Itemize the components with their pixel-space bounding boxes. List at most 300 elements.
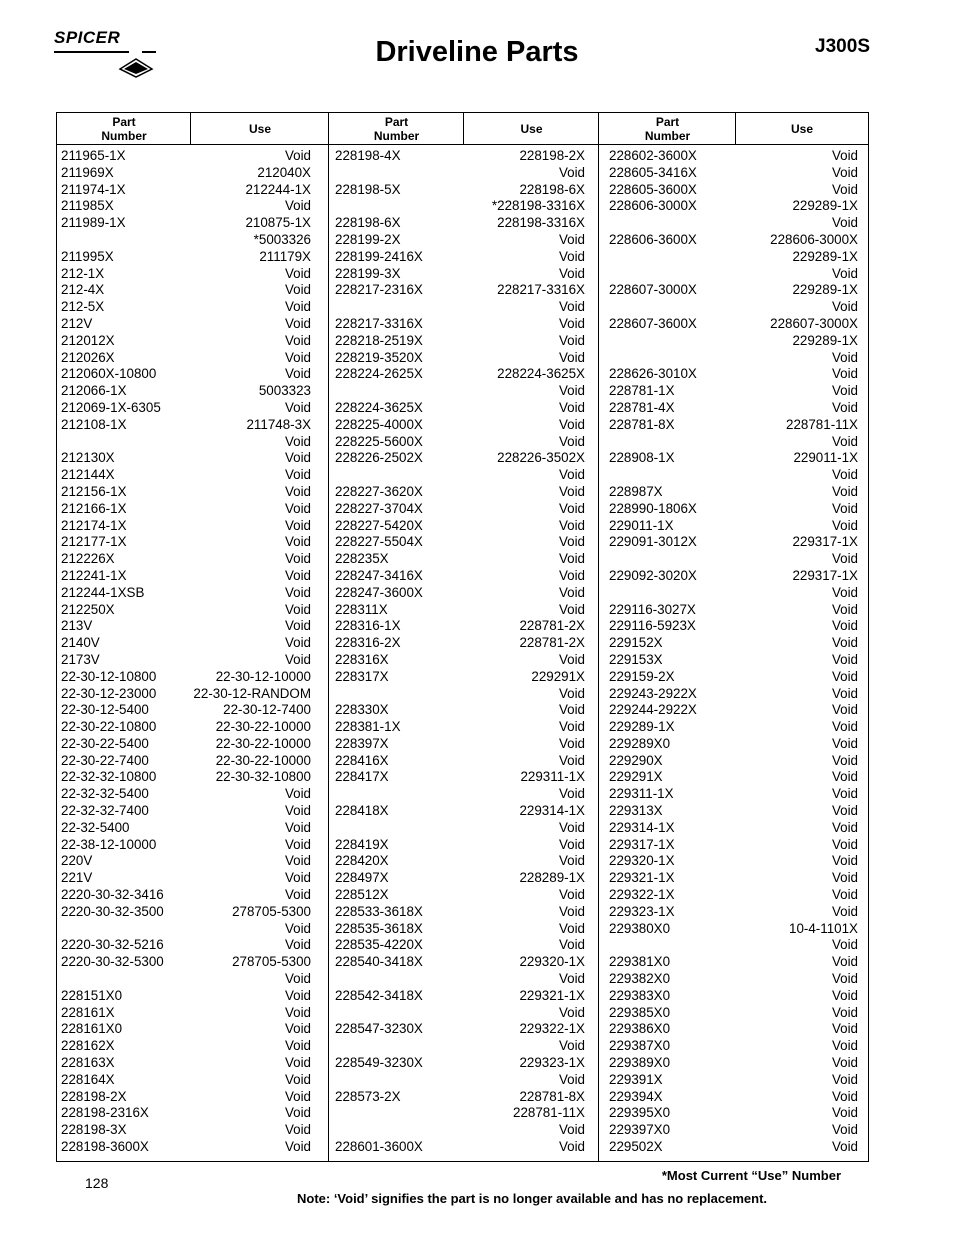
use-value: 212040X — [257, 164, 311, 180]
part-number: 228601-3600X — [335, 1139, 423, 1155]
use-value: Void — [284, 870, 311, 886]
void-note: Note: ‘Void’ signifies the part is no longer available and has no replacement. — [296, 1191, 768, 1206]
divider — [190, 113, 191, 145]
table-row — [61, 1005, 311, 1022]
table-row — [609, 417, 858, 434]
part-number: 229322-1X — [609, 887, 675, 903]
use-value: 22-30-12-10000 — [215, 668, 311, 684]
table-row — [609, 904, 858, 921]
part-number: 228235X — [335, 551, 389, 567]
table-row — [609, 769, 858, 786]
table-row — [335, 585, 585, 602]
table-row — [61, 518, 311, 535]
part-number: 228227-5504X — [335, 534, 423, 550]
table-row — [609, 954, 858, 971]
use-value: Void — [831, 752, 858, 768]
use-value: Void — [831, 887, 858, 903]
use-value: Void — [558, 483, 585, 499]
model-code: J300S — [815, 36, 870, 57]
part-number: 229391X — [609, 1071, 663, 1087]
table-row — [61, 467, 311, 484]
table-row — [61, 954, 311, 971]
table-row — [609, 1122, 858, 1139]
part-number: 228198-2X — [61, 1088, 127, 1104]
table-row — [61, 618, 311, 635]
table-row — [335, 1089, 585, 1106]
table-row — [609, 1055, 858, 1072]
part-number: 212250X — [61, 601, 115, 617]
use-value: 229317-1X — [792, 534, 858, 550]
table-row — [335, 1122, 585, 1139]
part-number: 229290X — [609, 752, 663, 768]
part-number: 228606-3600X — [609, 231, 697, 247]
use-value: Void — [831, 1055, 858, 1071]
part-number: 229092-3020X — [609, 567, 697, 583]
part-number: 229243-2922X — [609, 685, 697, 701]
header-use-2: Use — [464, 113, 599, 145]
part-number: 228535-4220X — [335, 937, 423, 953]
use-value: Void — [558, 315, 585, 331]
use-value: Void — [284, 500, 311, 516]
part-number: 228217-2316X — [335, 282, 423, 298]
part-number: 228161X0 — [61, 1021, 123, 1037]
use-value: Void — [831, 433, 858, 449]
use-value: Void — [831, 702, 858, 718]
part-number: 228381-1X — [335, 719, 401, 735]
table-row — [335, 602, 585, 619]
table-row — [335, 1005, 585, 1022]
use-value: Void — [558, 920, 585, 936]
use-value: Void — [284, 315, 311, 331]
part-number: 228163X — [61, 1055, 115, 1071]
part-number: 229380X0 — [609, 920, 671, 936]
use-value: Void — [831, 1088, 858, 1104]
table-row — [335, 853, 585, 870]
use-value: Void — [284, 601, 311, 617]
table-row — [609, 635, 858, 652]
part-number: 22-32-32-10800 — [61, 769, 157, 785]
table-row — [609, 870, 858, 887]
use-value: Void — [558, 752, 585, 768]
use-value: Void — [284, 349, 311, 365]
table-row — [61, 450, 311, 467]
use-value: Void — [558, 903, 585, 919]
table-row — [609, 669, 858, 686]
use-value: Void — [831, 954, 858, 970]
table-row — [61, 350, 311, 367]
part-number: 228162X — [61, 1038, 115, 1054]
use-value: Void — [284, 971, 311, 987]
table-row — [335, 333, 585, 350]
table-row — [335, 534, 585, 551]
table-row — [61, 585, 311, 602]
table-row — [335, 988, 585, 1005]
use-value: 5003323 — [258, 383, 311, 399]
part-number: 228606-3000X — [609, 198, 697, 214]
use-value: Void — [831, 803, 858, 819]
part-number: 228219-3520X — [335, 349, 423, 365]
part-number: 228151X0 — [61, 987, 123, 1003]
use-value: Void — [831, 215, 858, 231]
table-row — [609, 803, 858, 820]
use-value: Void — [831, 467, 858, 483]
part-number: 229313X — [609, 803, 663, 819]
use-value: Void — [284, 1038, 311, 1054]
part-number: 229386X0 — [609, 1021, 671, 1037]
table-row — [61, 551, 311, 568]
part-number: 229394X — [609, 1088, 663, 1104]
table-row — [609, 266, 858, 283]
use-value: 228289-1X — [519, 870, 585, 886]
table-row — [61, 753, 311, 770]
part-number: 228161X — [61, 1004, 115, 1020]
use-value: Void — [831, 366, 858, 382]
part-number: 228602-3600X — [609, 148, 697, 163]
table-row — [61, 853, 311, 870]
table-row — [335, 282, 585, 299]
part-number: 228416X — [335, 752, 389, 768]
part-number: 212177-1X — [61, 534, 127, 550]
table-row — [609, 282, 858, 299]
part-number: 228605-3600X — [609, 181, 697, 197]
use-value: Void — [831, 735, 858, 751]
part-number: 228605-3416X — [609, 164, 697, 180]
brand-name: SPICER — [54, 28, 121, 47]
part-number: 212108-1X — [61, 416, 127, 432]
use-value: *228198-3316X — [491, 198, 585, 214]
use-value: Void — [831, 1004, 858, 1020]
table-row — [61, 803, 311, 820]
header-part-number-2: Part Number — [329, 113, 464, 145]
use-value: Void — [831, 584, 858, 600]
table-row — [335, 299, 585, 316]
part-number: 228397X — [335, 735, 389, 751]
part-number: 2220-30-32-3416 — [61, 887, 164, 903]
table-row — [61, 602, 311, 619]
use-value: 22-30-12-RANDOM — [193, 685, 311, 701]
use-value: Void — [558, 836, 585, 852]
use-value: Void — [558, 467, 585, 483]
table-row — [609, 165, 858, 182]
table-row — [61, 299, 311, 316]
table-row — [609, 1089, 858, 1106]
part-number: 212V — [61, 315, 93, 331]
part-number: 228227-3620X — [335, 483, 423, 499]
part-number: 22-32-32-5400 — [61, 786, 149, 802]
part-number: 228540-3418X — [335, 954, 423, 970]
part-number: 229152X — [609, 635, 663, 651]
use-value: 229323-1X — [519, 1055, 585, 1071]
use-value: Void — [558, 735, 585, 751]
use-value: Void — [284, 1021, 311, 1037]
use-value: Void — [831, 1105, 858, 1121]
part-number: 22-38-12-10000 — [61, 836, 157, 852]
table-row — [335, 518, 585, 535]
use-value: Void — [831, 987, 858, 1003]
use-value: Void — [831, 1021, 858, 1037]
table-row — [609, 1038, 858, 1055]
part-number: 212241-1X — [61, 567, 127, 583]
use-value: Void — [558, 601, 585, 617]
table-row — [335, 383, 585, 400]
part-number: 228497X — [335, 870, 389, 886]
table-row — [61, 383, 311, 400]
use-value: 228198-2X — [519, 148, 585, 163]
use-value: Void — [284, 987, 311, 1003]
part-number: 220V — [61, 853, 93, 869]
table-row — [61, 1105, 311, 1122]
part-number: 228316-1X — [335, 618, 401, 634]
part-number: 229317-1X — [609, 836, 675, 852]
table-row — [335, 434, 585, 451]
table-row — [609, 753, 858, 770]
part-number: 228225-5600X — [335, 433, 423, 449]
use-value: 228781-2X — [519, 635, 585, 651]
header-use-3: Use — [736, 113, 868, 145]
table-row — [609, 1105, 858, 1122]
use-value: Void — [558, 383, 585, 399]
part-number: 228198-3X — [61, 1122, 127, 1138]
page-title: Driveline Parts — [375, 36, 579, 68]
part-number: 229091-3012X — [609, 534, 697, 550]
table-row — [335, 450, 585, 467]
part-number: 228781-1X — [609, 383, 675, 399]
table-row — [61, 148, 311, 165]
table-row — [335, 182, 585, 199]
use-value: Void — [284, 517, 311, 533]
part-number: 221V — [61, 870, 93, 886]
use-value: 228607-3000X — [770, 315, 858, 331]
table-row — [609, 232, 858, 249]
divider — [463, 113, 464, 145]
part-number: 228199-2X — [335, 231, 401, 247]
table-row — [335, 350, 585, 367]
table-row — [61, 316, 311, 333]
table-row — [609, 736, 858, 753]
table-row — [61, 165, 311, 182]
use-value: 229011-1X — [793, 450, 858, 466]
part-number: 212069-1X-6305 — [61, 399, 161, 415]
table-row — [335, 467, 585, 484]
use-value: Void — [831, 937, 858, 953]
table-row — [609, 988, 858, 1005]
table-row — [609, 921, 858, 938]
use-value: Void — [558, 399, 585, 415]
part-number: 229159-2X — [609, 668, 675, 684]
use-value: Void — [284, 836, 311, 852]
use-value: Void — [558, 719, 585, 735]
use-value: 22-30-22-10000 — [215, 752, 311, 768]
table-row — [61, 1072, 311, 1089]
part-number: 229153X — [609, 651, 663, 667]
use-value: 22-30-22-10000 — [215, 735, 311, 751]
table-row — [61, 1139, 311, 1156]
table-row — [61, 921, 311, 938]
use-value: Void — [284, 803, 311, 819]
part-number: 228247-3600X — [335, 584, 423, 600]
table-row — [335, 232, 585, 249]
part-number: 228199-3X — [335, 265, 401, 281]
table-row — [335, 618, 585, 635]
part-number: 229502X — [609, 1139, 663, 1155]
use-value: Void — [284, 1071, 311, 1087]
table-row — [335, 753, 585, 770]
part-number: 229289X0 — [609, 735, 671, 751]
table-row — [61, 417, 311, 434]
use-value: 212244-1X — [245, 181, 311, 197]
use-value: Void — [558, 1122, 585, 1138]
use-value: Void — [558, 433, 585, 449]
use-value: 229321-1X — [519, 987, 585, 1003]
use-value: Void — [831, 181, 858, 197]
part-number: 2220-30-32-3500 — [61, 903, 164, 919]
part-number: 228573-2X — [335, 1088, 401, 1104]
part-number: 212026X — [61, 349, 115, 365]
use-value: 228198-6X — [519, 181, 585, 197]
table-row — [609, 937, 858, 954]
table-row — [335, 736, 585, 753]
part-number: 228330X — [335, 702, 389, 718]
table-row — [335, 921, 585, 938]
part-number: 229291X — [609, 769, 663, 785]
use-value: Void — [831, 1122, 858, 1138]
table-row — [61, 719, 311, 736]
use-value: Void — [831, 483, 858, 499]
part-number: 212-1X — [61, 265, 105, 281]
part-number: 228535-3618X — [335, 920, 423, 936]
table-row — [335, 266, 585, 283]
part-number: 228198-3600X — [61, 1139, 149, 1155]
footnote: *Most Current “Use” Number — [661, 1168, 841, 1183]
table-row — [609, 568, 858, 585]
part-number: 229116-3027X — [609, 601, 696, 617]
use-value: 22-30-12-7400 — [223, 702, 311, 718]
part-number: 212226X — [61, 551, 115, 567]
table-row — [335, 551, 585, 568]
table-row — [335, 400, 585, 417]
table-row — [609, 702, 858, 719]
table-row — [335, 215, 585, 232]
part-number: 228198-4X — [335, 148, 401, 163]
table-row — [61, 249, 311, 266]
part-number: 229311-1X — [609, 786, 674, 802]
table-row — [61, 652, 311, 669]
table-row — [61, 198, 311, 215]
table-row — [609, 518, 858, 535]
use-value: Void — [558, 567, 585, 583]
table-row — [61, 669, 311, 686]
part-number: 212174-1X — [61, 517, 127, 533]
part-number: 229397X0 — [609, 1122, 671, 1138]
table-row — [609, 551, 858, 568]
table-row — [335, 769, 585, 786]
part-number: 228311X — [335, 601, 388, 617]
part-number: 228418X — [335, 803, 389, 819]
use-value: Void — [284, 433, 311, 449]
table-row — [61, 1122, 311, 1139]
part-number: 228781-8X — [609, 416, 675, 432]
divider — [735, 113, 736, 145]
table-row — [335, 971, 585, 988]
part-number: 212-4X — [61, 282, 105, 298]
use-value: Void — [831, 383, 858, 399]
use-value: 228217-3316X — [497, 282, 585, 298]
part-number: 228419X — [335, 836, 389, 852]
table-row — [61, 820, 311, 837]
part-number: 229321-1X — [609, 870, 675, 886]
part-number: 228908-1X — [609, 450, 675, 466]
part-number: 212244-1XSB — [61, 584, 145, 600]
use-value: Void — [831, 971, 858, 987]
table-row — [61, 904, 311, 921]
part-number: 228316-2X — [335, 635, 401, 651]
use-value: Void — [558, 416, 585, 432]
use-value: 229289-1X — [792, 248, 858, 264]
use-value: 229289-1X — [792, 198, 858, 214]
table-row — [609, 719, 858, 736]
use-value: Void — [284, 299, 311, 315]
part-number: 22-30-12-10800 — [61, 668, 157, 684]
part-number: 2140V — [61, 635, 100, 651]
use-value: Void — [284, 1139, 311, 1155]
use-value: Void — [831, 836, 858, 852]
part-number: 229244-2922X — [609, 702, 697, 718]
table-row — [335, 1055, 585, 1072]
part-number: 228199-2416X — [335, 248, 423, 264]
table-row — [335, 1139, 585, 1156]
part-number: 211969X — [61, 164, 114, 180]
header-part-number-3: Part Number — [599, 113, 736, 145]
use-value: 228781-11X — [786, 416, 858, 432]
table-row — [335, 249, 585, 266]
use-value: 229322-1X — [519, 1021, 585, 1037]
table-row — [61, 937, 311, 954]
use-value: Void — [558, 332, 585, 348]
table-row — [609, 350, 858, 367]
table-row — [335, 954, 585, 971]
table-row — [61, 988, 311, 1005]
use-value: Void — [558, 971, 585, 987]
table-row — [609, 501, 858, 518]
use-value: 228781-8X — [519, 1088, 585, 1104]
table-row — [609, 316, 858, 333]
parts-column-3 — [609, 148, 858, 1156]
use-value: Void — [831, 819, 858, 835]
part-number: 22-30-22-5400 — [61, 735, 149, 751]
part-number: 228316X — [335, 651, 389, 667]
table-row — [609, 686, 858, 703]
part-number: 229116-5923X — [609, 618, 696, 634]
use-value: Void — [558, 500, 585, 516]
table-row — [61, 534, 311, 551]
parts-column-2 — [335, 148, 585, 1156]
table-row — [609, 249, 858, 266]
part-number: 229383X0 — [609, 987, 671, 1003]
table-row — [609, 1139, 858, 1156]
part-number: 228987X — [609, 483, 663, 499]
table-row — [335, 568, 585, 585]
table-row — [61, 971, 311, 988]
use-value: Void — [558, 231, 585, 247]
table-row — [609, 182, 858, 199]
part-number: 22-32-5400 — [61, 819, 130, 835]
part-number: 229387X0 — [609, 1038, 671, 1054]
table-row — [609, 383, 858, 400]
table-row — [609, 299, 858, 316]
part-number: 229323-1X — [609, 903, 675, 919]
part-number: 229289-1X — [609, 719, 675, 735]
use-value: 10-4-1101X — [789, 920, 858, 936]
